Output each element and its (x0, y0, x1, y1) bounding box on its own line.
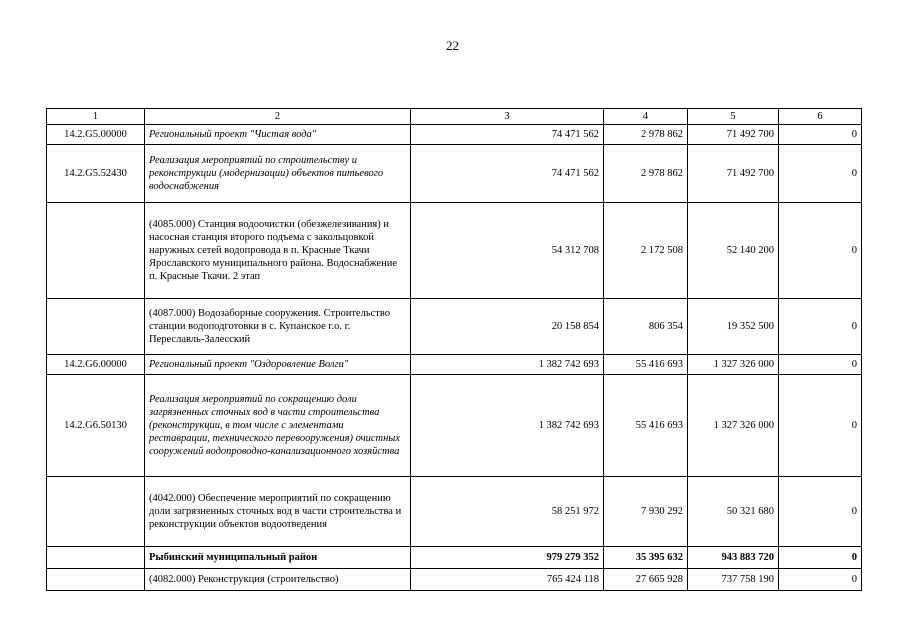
row-value-col5: 71 492 700 (688, 125, 779, 145)
row-value-col6: 0 (779, 299, 862, 355)
row-name: (4087.000) Водозаборные сооружения. Строительство станции водоподготовки в с. Купанское г.о. г. Переславль-Залесский (145, 299, 411, 355)
row-name: Реализация мероприятий по строительству и реконструкции (модернизации) объектов питьевого водоснабжения (145, 145, 411, 203)
row-value-col4: 2 978 862 (604, 125, 688, 145)
row-value-col4: 35 395 632 (604, 547, 688, 569)
row-code: 14.2.G5.00000 (47, 125, 145, 145)
row-value-col3: 54 312 708 (411, 203, 604, 299)
table-header-row (47, 109, 862, 125)
table-row (47, 355, 862, 375)
table-row (47, 569, 862, 591)
row-code (47, 477, 145, 547)
row-value-col6: 0 (779, 203, 862, 299)
column-header-1: 1 (47, 109, 145, 125)
row-code: 14.2.G5.52430 (47, 145, 145, 203)
row-value-col3: 1 382 742 693 (411, 375, 604, 477)
table-row (47, 477, 862, 547)
table-row (47, 125, 862, 145)
row-value-col6: 0 (779, 477, 862, 547)
row-code: 14.2.G6.00000 (47, 355, 145, 375)
row-value-col4: 27 665 928 (604, 569, 688, 591)
row-value-col5: 50 321 680 (688, 477, 779, 547)
row-value-col3: 765 424 118 (411, 569, 604, 591)
row-code (47, 299, 145, 355)
row-code (47, 203, 145, 299)
row-value-col5: 737 758 190 (688, 569, 779, 591)
row-name: Рыбинский муниципальный район (145, 547, 411, 569)
row-name: (4085.000) Станция водоочистки (обезжелезивания) и насосная станция второго подъема с закольцовкой наружных сетей водопровода в п. Красные Ткачи Ярославского муниципального района. Водоснабжение п. Красные Ткачи. 2 этап (145, 203, 411, 299)
column-header-6: 6 (779, 109, 862, 125)
column-header-2: 2 (145, 109, 411, 125)
row-value-col5: 943 883 720 (688, 547, 779, 569)
row-value-col4: 55 416 693 (604, 355, 688, 375)
row-code: 14.2.G6.50130 (47, 375, 145, 477)
row-value-col3: 74 471 562 (411, 125, 604, 145)
table-row (47, 375, 862, 477)
row-name: Региональный проект "Оздоровление Волги" (145, 355, 411, 375)
row-value-col6: 0 (779, 355, 862, 375)
row-value-col6: 0 (779, 125, 862, 145)
row-value-col4: 7 930 292 (604, 477, 688, 547)
row-value-col3: 20 158 854 (411, 299, 604, 355)
row-value-col6: 0 (779, 547, 862, 569)
page-number: 22 (446, 38, 459, 53)
row-code (47, 569, 145, 591)
column-header-5: 5 (688, 109, 779, 125)
row-value-col3: 58 251 972 (411, 477, 604, 547)
row-code (47, 547, 145, 569)
row-value-col5: 52 140 200 (688, 203, 779, 299)
row-name: Реализация мероприятий по сокращению доли загрязненных сточных вод в части строительства (реконструкции, в том числе с элементами реставрации, технического перевооружения) очистных сооружений водопроводно-канализационного хозяйства (145, 375, 411, 477)
row-value-col6: 0 (779, 145, 862, 203)
row-value-col5: 71 492 700 (688, 145, 779, 203)
table-row (47, 299, 862, 355)
row-value-col3: 74 471 562 (411, 145, 604, 203)
table-row (47, 547, 862, 569)
row-value-col6: 0 (779, 375, 862, 477)
table-row (47, 145, 862, 203)
row-value-col3: 979 279 352 (411, 547, 604, 569)
row-name: Региональный проект "Чистая вода" (145, 125, 411, 145)
row-value-col3: 1 382 742 693 (411, 355, 604, 375)
row-value-col4: 806 354 (604, 299, 688, 355)
row-value-col4: 2 172 508 (604, 203, 688, 299)
row-name: (4042.000) Обеспечение мероприятий по сокращению доли загрязненных сточных вод в части строительства и реконструкции объектов водоотведения (145, 477, 411, 547)
row-value-col6: 0 (779, 569, 862, 591)
row-value-col5: 19 352 500 (688, 299, 779, 355)
budget-table (46, 108, 862, 591)
row-name: (4082.000) Реконструкция (строительство) (145, 569, 411, 591)
row-value-col4: 2 978 862 (604, 145, 688, 203)
row-value-col4: 55 416 693 (604, 375, 688, 477)
row-value-col5: 1 327 326 000 (688, 375, 779, 477)
column-header-4: 4 (604, 109, 688, 125)
table-row (47, 203, 862, 299)
column-header-3: 3 (411, 109, 604, 125)
row-value-col5: 1 327 326 000 (688, 355, 779, 375)
